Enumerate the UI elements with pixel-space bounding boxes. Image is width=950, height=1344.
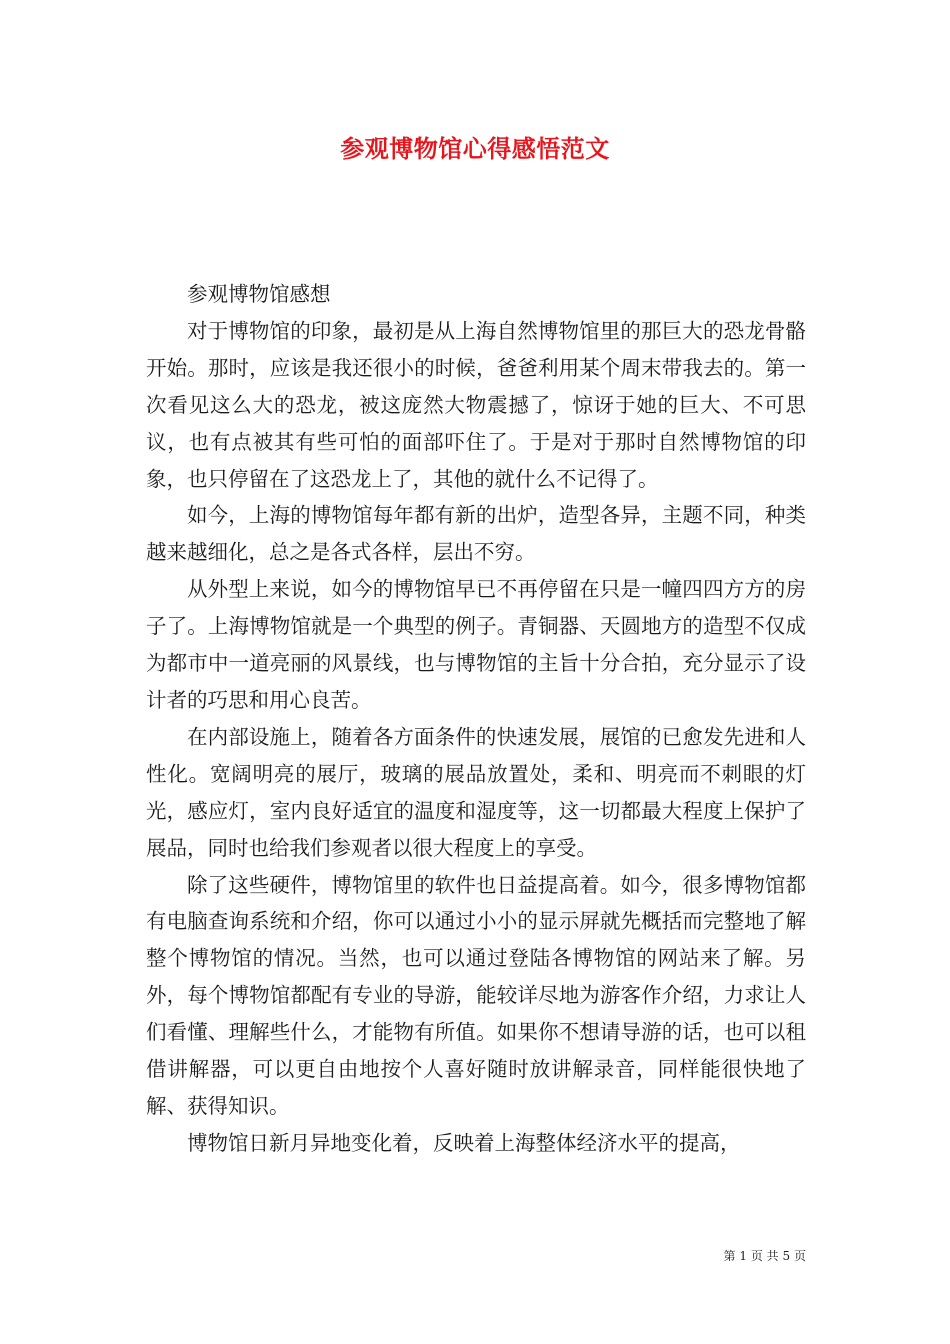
paragraph: 如今，上海的博物馆每年都有新的出炉，造型各异，主题不同，种类越来越细化，总之是各式各样，层出不穷。 xyxy=(146,503,806,565)
paragraph: 在内部设施上，随着各方面条件的快速发展，展馆的已愈发先进和人性化。宽阔明亮的展厅，玻璃的展品放置处，柔和、明亮而不刺眼的灯光，感应灯，室内良好适宜的温度和湿度等，这一切都最大程度上保护了展品，同时也给我们参观者以很大程度上的享受。 xyxy=(146,724,806,860)
page-total-number: 5 xyxy=(782,1249,791,1263)
paragraph: 博物馆日新月异地变化着，反映着上海整体经济水平的提高， xyxy=(187,1130,741,1155)
section-heading: 参观博物馆感想 xyxy=(187,282,331,306)
page-label-prefix: 第 xyxy=(723,1249,736,1263)
document-title: 参观博物馆心得感悟范文 xyxy=(340,134,610,163)
page-label-suffix: 页 xyxy=(793,1249,806,1263)
page-label-mid: 页 共 xyxy=(750,1249,779,1263)
paragraph: 除了这些硬件，博物馆里的软件也日益提高着。如今，很多博物馆都有电脑查询系统和介绍，你可以通过小小的显示屏就先概括而完整地了解整个博物馆的情况。当然，也可以通过登陆各博物馆的网站来了解。另外，每个博物馆都配有专业的导游，能较详尽地为游客作介绍，力求让人们看懂、理解些什么，才能物有所值。如果你不想请导游的话，也可以租借讲解器，可以更自由地按个人喜好随时放讲解录音，同样能很快地了解、获得知识。 xyxy=(146,872,806,1118)
page-footer xyxy=(0,1248,806,1264)
paragraph: 对于博物馆的印象，最初是从上海自然博物馆里的那巨大的恐龙骨骼开始。那时，应该是我还很小的时候，爸爸利用某个周末带我去的。第一次看见这么大的恐龙，被这庞然大物震撼了，惊讶于她的巨大、不可思议，也有点被其有些可怕的面部吓住了。于是对于那时自然博物馆的印象，也只停留在了这恐龙上了，其他的就什么不记得了。 xyxy=(146,318,806,491)
page-current-number: 1 xyxy=(739,1249,748,1263)
paragraph: 从外型上来说，如今的博物馆早已不再停留在只是一幢四四方方的房子了。上海博物馆就是一个典型的例子。青铜器、天圆地方的造型不仅成为都市中一道亮丽的风景线，也与博物馆的主旨十分合拍，充分显示了设计者的巧思和用心良苦。 xyxy=(146,577,806,712)
document-body xyxy=(146,276,806,1162)
